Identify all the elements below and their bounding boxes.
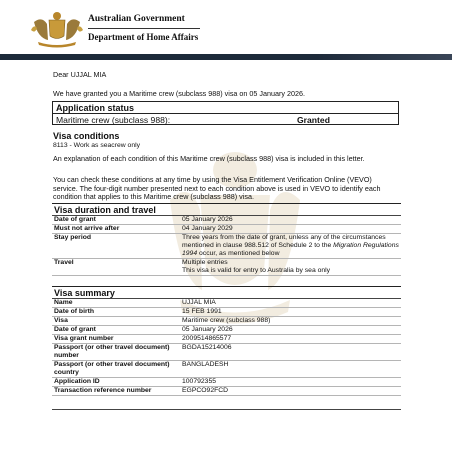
row-label: Travel	[52, 259, 180, 276]
row-value: 2009514865577	[180, 335, 401, 344]
status-divider	[53, 113, 398, 114]
table-row	[52, 216, 401, 225]
table-row	[52, 387, 401, 396]
row-value: EGPCO92FCD	[180, 387, 401, 396]
travel-value	[180, 259, 401, 276]
row-label: Stay period	[52, 234, 180, 259]
row-label: Name	[52, 299, 180, 308]
row-label: Passport (or other travel document) country	[52, 361, 180, 378]
row-value: 04 January 2029	[180, 225, 401, 234]
row-value: Maritime crew (subclass 988)	[180, 317, 401, 326]
status-value: Granted	[297, 115, 330, 125]
table-row	[52, 378, 401, 387]
intro-text: We have granted you a Maritime crew (subclass 988) visa on 05 January 2026.	[53, 89, 305, 98]
application-status-box	[52, 101, 399, 125]
table-row	[52, 361, 401, 378]
travel-entries: Multiple entries	[182, 259, 228, 266]
table-row	[52, 335, 401, 344]
summary-heading: Visa summary	[52, 287, 401, 299]
header-bar	[0, 54, 452, 60]
row-label: Visa grant number	[52, 335, 180, 344]
stay-period-value	[180, 234, 401, 259]
row-label: Date of grant	[52, 216, 180, 225]
status-heading: Application status	[56, 103, 135, 113]
row-value: 05 January 2026	[180, 216, 401, 225]
conditions-explanation: An explanation of each condition of this Maritime crew (subclass 988) visa is included in this letter.	[53, 154, 365, 163]
row-label: Must not arrive after	[52, 225, 180, 234]
row-label: Transaction reference number	[52, 387, 180, 396]
table-row	[52, 299, 401, 308]
conditions-heading: Visa conditions	[53, 131, 120, 141]
stay-text-c: occur, as mentioned below	[197, 250, 280, 257]
row-label: Date of grant	[52, 326, 180, 335]
row-label: Date of birth	[52, 308, 180, 317]
coat-of-arms-icon	[30, 10, 84, 48]
regulation-name: Migration Regulations 1994	[182, 242, 399, 257]
status-visa-label: Maritime crew (subclass 988):	[56, 115, 171, 125]
table-row	[52, 234, 401, 259]
row-value: 100792355	[180, 378, 401, 387]
table-row	[52, 326, 401, 335]
travel-note: This visa is valid for entry to Australia by sea only	[182, 267, 331, 274]
condition-item: 8113 - Work as seacrew only	[53, 142, 141, 149]
table-row	[52, 344, 401, 361]
row-value: BANGLADESH	[180, 361, 401, 378]
row-value: UJJAL MIA	[180, 299, 401, 308]
stay-text-a: Three years from the date of grant, unless any of the circumstances mentioned in clause 988.512 of Schedule 2 to the	[182, 234, 386, 249]
table-row	[52, 317, 401, 326]
row-label: Passport (or other travel document) number	[52, 344, 180, 361]
row-label: Visa	[52, 317, 180, 326]
government-name: Australian Government	[88, 14, 185, 24]
end-divider	[52, 409, 401, 410]
table-row	[52, 259, 401, 276]
row-value: BGDA15214006	[180, 344, 401, 361]
greeting: Dear UJJAL MIA	[53, 70, 107, 79]
row-value: 05 January 2026	[180, 326, 401, 335]
row-value: 15 FEB 1991	[180, 308, 401, 317]
row-label: Application ID	[52, 378, 180, 387]
summary-table	[52, 286, 401, 396]
duration-table	[52, 203, 401, 276]
header-divider	[88, 28, 200, 29]
table-row	[52, 225, 401, 234]
department-name: Department of Home Affairs	[88, 32, 199, 42]
letter-header	[0, 0, 452, 62]
table-row	[52, 308, 401, 317]
duration-heading: Visa duration and travel	[52, 204, 401, 216]
vevo-paragraph: You can check these conditions at any time by using the Visa Entitlement Verification Online (VEVO) service. The four-digit number presented next to each condition above is used in VEVO to identify each condition that applies to this Maritime crew (subclass 988) visa.	[53, 175, 381, 202]
